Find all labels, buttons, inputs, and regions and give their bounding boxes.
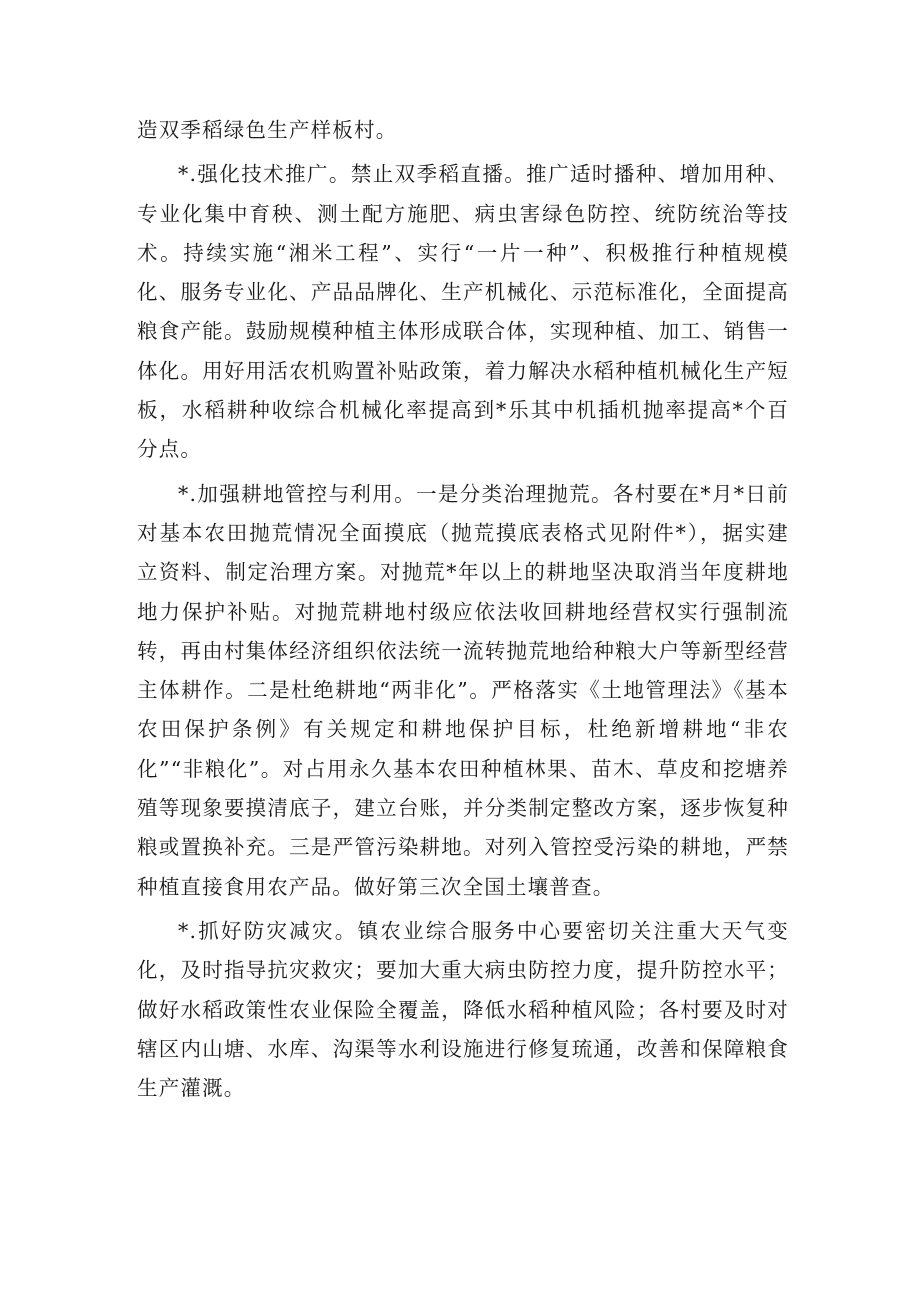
paragraph-disaster-prevention: *.抓好防灾减灾。镇农业综合服务中心要密切关注重大天气变化，及时指导抗灾救灾；要加大重大病虫防控力度，提升防控水平；做好水稻政策性农业保险全覆盖，降低水稻种植风险；各村要及时对辖区内山塘、水库、沟渠等水利设施进行修复琉通，改善和保障粮食生产灌溉。 xyxy=(137,918,789,1101)
document-body xyxy=(137,111,789,1108)
paragraph-farmland-control: *.加强耕地管控与利用。一是分类治理抛荒。各村要在*月*日前对基本农田抛荒情况全面摸底（抛荒摸底表格式见附件*），据实建立资料、制定治理方案。对抛荒*年以上的耕地坚决取消当年度耕地地力保护补贴。对抛荒耕地村级应依法收回耕地经营权实行强制流转，再由村集体经济组织依法统一流转抛荒地给种粮大户等新型经营主体耕作。二是杜绝耕地“两非化”。严格落实《土地管理法》《基本农田保护条例》有关规定和耕地保护目标，杜绝新增耕地“非农化”“非粮化”。对占用永久基本农田种植林果、苗木、草皮和挖塘养殖等现象要摸清底子，建立台账，并分类制定整改方案，逐步恢复种粮或置换补充。三是严管污染耕地。对列入管控受污染的耕地，严禁种植直接食用农产品。做好第三次全国土壤普查。 xyxy=(137,481,789,899)
paragraph-continued: 造双季稻绿色生产样板村。 xyxy=(137,118,398,142)
paragraph-technology-promotion: *.强化技术推广。禁止双季稻直播。推广适时播种、增加用种、专业化集中育秧、测土配方施肥、病虫害绿色防控、统防统治等技术。持续实施“湘米工程”、实行“一片一种”、积极推行种植规模化、服务专业化、产品品牌化、生产机械化、示范标准化，全面提高粮食产能。鼓励规模种植主体形成联合体，实现种植、加工、销售一体化。用好用活农机购置补贴政策，着力解决水稻种植机械化生产短板，水稻耕种收综合机械化率提高到*乐其中机插机抛率提高*个百分点。 xyxy=(137,162,789,462)
